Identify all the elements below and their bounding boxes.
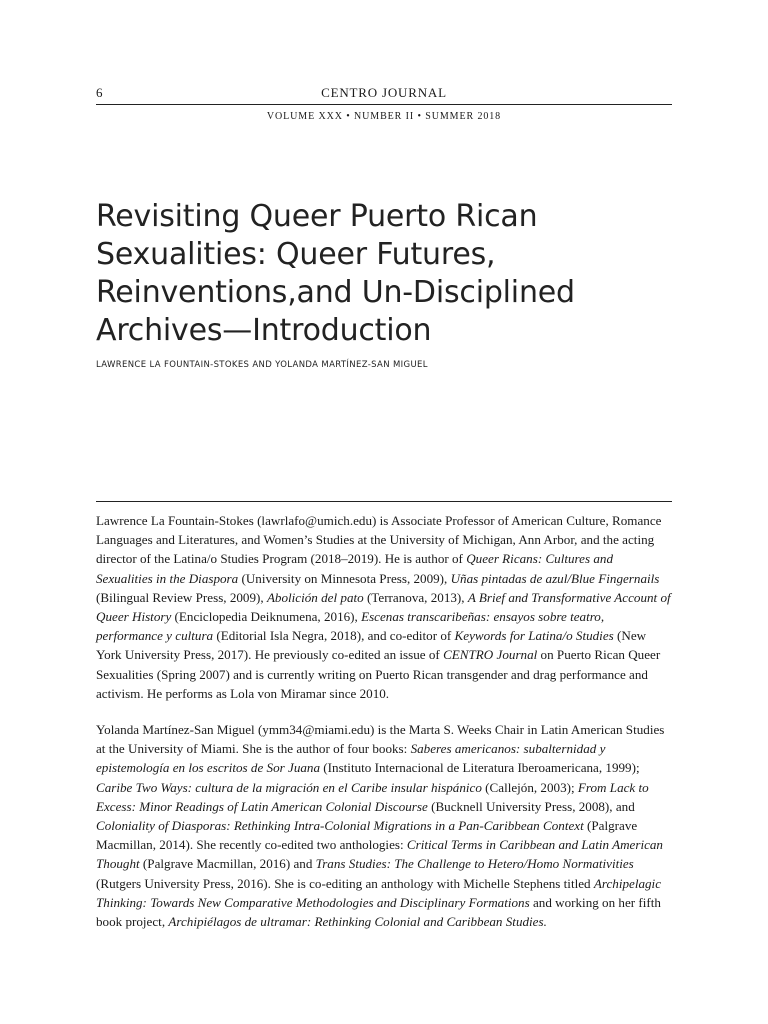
article-title-line: Reinventions,and Un-Disciplined [96, 275, 575, 310]
author-bio [96, 720, 672, 931]
bio-text: (Bucknell University Press, 2008), and [427, 798, 635, 814]
bio-text: (Palgrave Macmillan, 2014). She recently co-edited two anthologies: [96, 818, 638, 853]
bio-title-italic: CENTRO Journal [443, 647, 538, 663]
bio-text: (Editorial Isla Negra, 2018), and co-editor of [213, 628, 455, 644]
article-title-line: Sexualities: Queer Futures, [96, 237, 496, 272]
bio-title-italic: Escenas transcaribeñas: ensayos sobre teatro, performance y cultura [96, 609, 605, 644]
bio-text: and working on her fifth book project, [96, 894, 661, 930]
bio-title-italic: Coloniality of Diasporas: Rethinking Intra-Colonial Migrations in a Pan-Caribbean Context [96, 818, 584, 834]
author-bio [96, 511, 672, 703]
bio-text: (Bilingual Review Press, 2009), [96, 589, 267, 605]
article-title-line: Revisiting Queer Puerto Rican [96, 199, 538, 234]
bio-text: (New York University Press, 2017). He previously co-edited an issue of [96, 628, 647, 663]
article-title [96, 198, 676, 350]
bio-title-italic: Abolición del pato [266, 589, 364, 605]
running-head [96, 84, 672, 105]
article-authors: LAWRENCE LA FOUNTAIN-STOKES AND YOLANDA MARTÍNEZ-SAN MIGUEL [96, 360, 428, 370]
bio-title-italic: A Brief and Transformative Account of Queer History [96, 589, 671, 625]
article-title-line: Archives—Introduction [96, 313, 432, 348]
bio-title-italic: Trans Studies: The Challenge to Hetero/Homo Normativities [315, 856, 634, 872]
bio-text: (Palgrave Macmillan, 2016) and [139, 856, 316, 872]
bio-title-italic: Uñas pintadas de azul/Blue Fingernails [450, 570, 660, 586]
bio-title-italic: Archipelagic Thinking: Towards New Comparative Methodologies and Disciplinary Formations [96, 875, 662, 910]
bio-text: Lawrence La Fountain-Stokes (lawrlafo@umich.edu) is Associate Professor of American Culture, Romance Languages and Literatures, and Women’s Studies at the University of Michigan, Ann Arbor, and the acting director of the Latina/o Studies Program (2018–2019). He is author of [96, 513, 662, 567]
bio-text: (Enciclopedia Deiknumena, 2016), [171, 609, 362, 625]
bio-title-italic: Caribe Two Ways: cultura de la migración en el Caribe insular hispánico [96, 779, 482, 795]
journal-name: CENTRO JOURNAL [321, 85, 447, 100]
bio-title-italic: Archipiélagos de ultramar: Rethinking Colonial and Caribbean Studies. [168, 914, 547, 930]
bio-title-italic: Saberes americanos: subalternidad y epistemología en los escritos de Sor Juana [96, 741, 606, 776]
page-number: 6 [96, 85, 103, 100]
bio-text: (Rutgers University Press, 2016). She is co-editing an anthology with Michelle Stephens titled [96, 875, 594, 891]
bio-text: (Terranova, 2013), [363, 589, 468, 605]
bio-title-italic: Critical Terms in Caribbean and Latin American Thought [96, 837, 663, 872]
author-bios [96, 511, 672, 948]
bio-title-italic: Queer Ricans: Cultures and Sexualities in the Diaspora [96, 551, 613, 586]
bio-text: on Puerto Rican Queer Sexualities (Spring 2007) and is currently writing on Puerto Rican transgender and drag performance and activism. He performs as Lola von Miramar since 2010. [96, 647, 661, 701]
bio-title-italic: Keywords for Latina/o Studies [454, 628, 614, 644]
bio-title-italic: From Lack to Excess: Minor Readings of Latin American Colonial Discourse [96, 779, 649, 814]
bio-text: Yolanda Martínez-San Miguel (ymm34@miami.edu) is the Marta S. Weeks Chair in Latin American Studies at the University of Miami. She is the author of four books: [96, 722, 665, 757]
bio-divider [96, 501, 672, 502]
issue-line: VOLUME XXX • NUMBER II • SUMMER 2018 [266, 111, 502, 122]
bio-text: (Instituto Internacional de Literatura Iberoamericana, 1999); [320, 760, 640, 776]
bio-text: (Callejón, 2003); [481, 779, 578, 795]
bio-text: (University on Minnesota Press, 2009), [238, 570, 451, 586]
